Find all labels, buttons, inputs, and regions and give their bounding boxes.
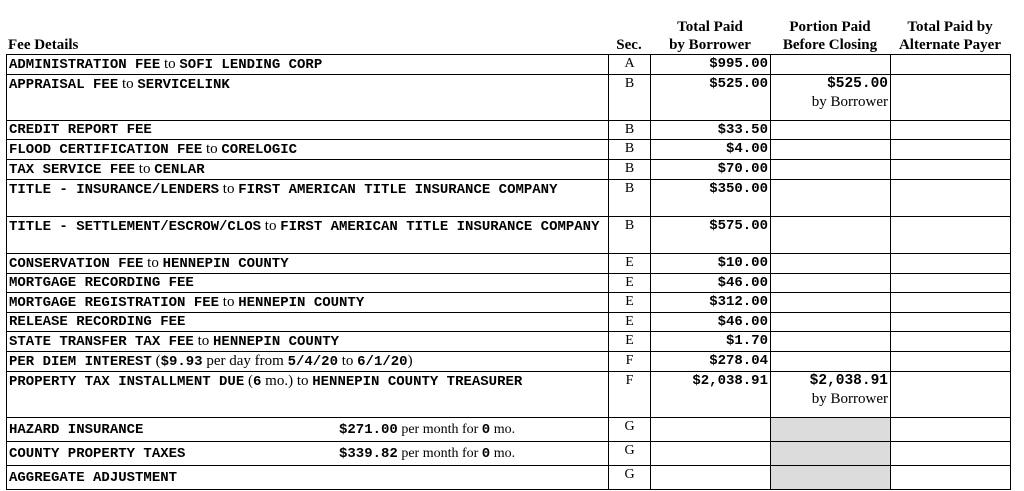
fee-amount: $995.00 [651,55,771,75]
fee-amount: $1.70 [651,332,771,352]
table-row [7,293,1011,313]
fee-amount: $46.00 [651,274,771,293]
fee-description: PER DIEM INTEREST ($9.93 per day from 5/4/20 to 6/1/20) [7,352,609,372]
table-row [7,217,1011,254]
alternate-payer-cell [891,418,1011,442]
fee-description: ADMINISTRATION FEE to SOFI LENDING CORP [7,55,609,75]
portion-paid-cell-shaded [771,418,891,442]
portion-paid-cell [771,293,891,313]
table-row [7,372,1011,418]
fee-section: E [609,274,651,293]
table-row [7,352,1011,372]
portion-paid-cell [771,372,891,418]
header-total-paid-line1: Total Paid [677,19,743,35]
portion-amount: $2,038.91 [809,373,888,389]
table-row [7,140,1011,160]
alternate-payer-cell [891,332,1011,352]
fee-section: B [609,121,651,140]
fee-section: B [609,160,651,180]
table-row [7,313,1011,332]
header-portion-line2: Before Closing [782,37,878,53]
portion-amount: $525.00 [827,76,888,92]
fee-section: G [609,442,651,466]
portion-paid-cell [771,75,891,121]
fee-amount: $46.00 [651,313,771,332]
table-row [7,466,1011,490]
table-row [7,442,1011,466]
alternate-payer-cell [891,293,1011,313]
fee-description: MORTGAGE RECORDING FEE [7,274,609,293]
table-row [7,55,1011,75]
fee-section: G [609,418,651,442]
fee-amount: $312.00 [651,293,771,313]
alternate-payer-cell [891,160,1011,180]
alternate-payer-cell [891,274,1011,293]
portion-paid-cell [771,332,891,352]
fee-amount: $4.00 [651,140,771,160]
portion-paid-cell-shaded [771,466,891,490]
portion-by: by Borrower [811,94,888,110]
portion-paid-cell [771,121,891,140]
alternate-payer-cell [891,466,1011,490]
alternate-payer-cell [891,121,1011,140]
fee-section: F [609,372,651,418]
fee-amount: $525.00 [651,75,771,121]
fee-amount: $278.04 [651,352,771,372]
fee-description: STATE TRANSFER TAX FEE to HENNEPIN COUNTY [7,332,609,352]
fee-amount [651,466,771,490]
table-row [7,418,1011,442]
fee-description: FLOOD CERTIFICATION FEE to CORELOGIC [7,140,609,160]
alternate-payer-cell [891,217,1011,254]
header-alt-line1: Total Paid by [907,19,993,35]
header-total-paid-by-borrower [650,18,770,54]
fee-description: APPRAISAL FEE to SERVICELINK [7,75,609,121]
fee-section: E [609,254,651,274]
table-row [7,274,1011,293]
alternate-payer-cell [891,372,1011,418]
header-portion-paid [770,18,890,54]
fee-section: B [609,217,651,254]
fee-section: B [609,180,651,217]
fee-description: HAZARD INSURANCE $271.00 per month for 0 mo. [7,418,609,442]
portion-paid-cell [771,352,891,372]
portion-paid-cell [771,55,891,75]
fee-description: TITLE - SETTLEMENT/ESCROW/CLOS to FIRST AMERICAN TITLE INSURANCE COMPANY [7,217,609,254]
fee-description: CONSERVATION FEE to HENNEPIN COUNTY [7,254,609,274]
fee-section: B [609,140,651,160]
fee-description: TITLE - INSURANCE/LENDERS to FIRST AMERICAN TITLE INSURANCE COMPANY [7,180,609,217]
fee-section: A [609,55,651,75]
portion-paid-cell-shaded [771,442,891,466]
header-alternate-payer [890,18,1010,54]
fee-amount: $575.00 [651,217,771,254]
fee-description: TAX SERVICE FEE to CENLAR [7,160,609,180]
portion-paid-cell [771,254,891,274]
portion-by: by Borrower [811,391,888,407]
fee-description: CREDIT REPORT FEE [7,121,609,140]
portion-paid-cell [771,180,891,217]
portion-paid-cell [771,313,891,332]
fee-details-table [6,54,1011,490]
alternate-payer-cell [891,55,1011,75]
alternate-payer-cell [891,140,1011,160]
alternate-payer-cell [891,254,1011,274]
header-fee-details: Fee Details [8,37,79,53]
fee-amount [651,418,771,442]
header-section: Sec. [616,37,642,53]
fee-description: AGGREGATE ADJUSTMENT [7,466,609,490]
fee-amount: $350.00 [651,180,771,217]
table-row [7,121,1011,140]
fee-description: MORTGAGE REGISTRATION FEE to HENNEPIN COUNTY [7,293,609,313]
table-row [7,180,1011,217]
fee-section: F [609,352,651,372]
fee-amount [651,442,771,466]
fee-description: RELEASE RECORDING FEE [7,313,609,332]
header-portion-line1: Portion Paid [789,19,871,35]
portion-paid-cell [771,140,891,160]
table-row [7,160,1011,180]
alternate-payer-cell [891,75,1011,121]
portion-paid-cell [771,274,891,293]
fee-amount: $70.00 [651,160,771,180]
portion-paid-cell [771,217,891,254]
fee-section: B [609,75,651,121]
fee-amount: $10.00 [651,254,771,274]
portion-paid-cell [771,160,891,180]
header-alt-line2: Alternate Payer [898,37,1002,53]
fee-section: E [609,332,651,352]
table-row [7,75,1011,121]
alternate-payer-cell [891,313,1011,332]
fee-section: G [609,466,651,490]
fee-section: E [609,313,651,332]
table-row [7,254,1011,274]
fee-section: E [609,293,651,313]
fee-amount: $2,038.91 [651,372,771,418]
alternate-payer-cell [891,180,1011,217]
fee-description: COUNTY PROPERTY TAXES $339.82 per month for 0 mo. [7,442,609,466]
header-total-paid-line2: by Borrower [669,37,751,53]
fee-description: PROPERTY TAX INSTALLMENT DUE (6 mo.) to HENNEPIN COUNTY TREASURER [7,372,609,418]
alternate-payer-cell [891,442,1011,466]
table-row [7,332,1011,352]
fee-amount: $33.50 [651,121,771,140]
alternate-payer-cell [891,352,1011,372]
